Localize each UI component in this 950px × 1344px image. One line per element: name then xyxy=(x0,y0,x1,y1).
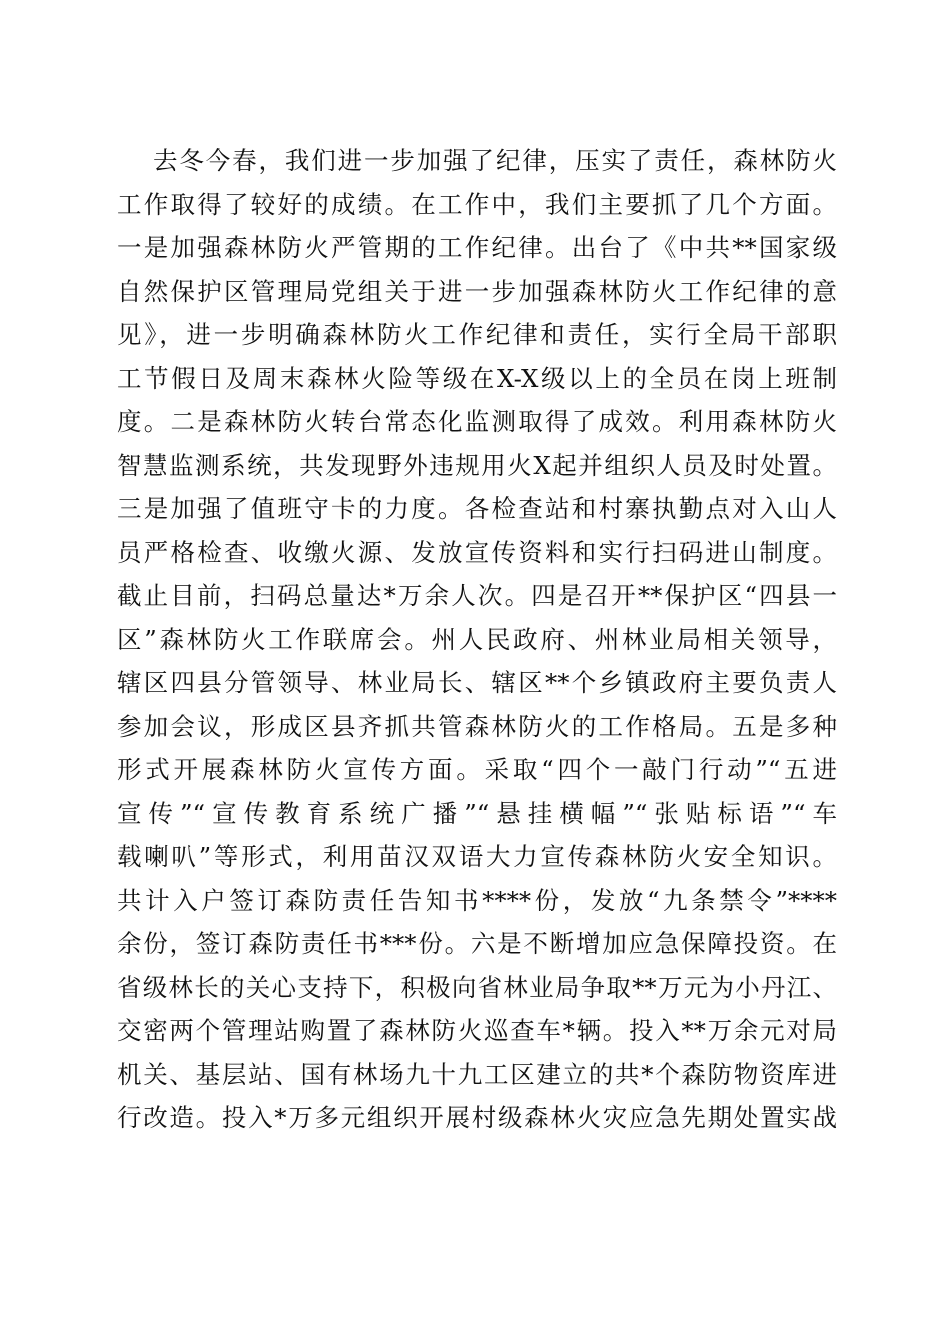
text-line: 辖区四县分管领导、林业局长、辖区**个乡镇政府主要负责人 xyxy=(117,668,837,697)
text-line: 截止目前，扫码总量达*万余人次。四是召开**保护区“四县一 xyxy=(117,581,837,610)
text-line: 工作取得了较好的成绩。在工作中，我们主要抓了几个方面。 xyxy=(117,189,837,219)
body-paragraph xyxy=(117,139,837,1140)
text-line: 智慧监测系统，共发现野外违规用火X起并组织人员及时处置。 xyxy=(117,450,837,480)
text-line: 机关、基层站、国有林场九十九工区建立的共*个森防物资库进 xyxy=(117,1059,837,1089)
text-line: 形式开展森林防火宣传方面。采取“四个一敲门行动”“五进 xyxy=(117,755,837,784)
text-line: 载喇叭”等形式，利用苗汉双语大力宣传森林防火安全知识。 xyxy=(117,842,837,871)
text-line: 度。二是森林防火转台常态化监测取得了成效。利用森林防火 xyxy=(117,407,837,436)
text-line: 员严格检查、收缴火源、发放宣传资料和实行扫码进山制度。 xyxy=(117,537,837,567)
text-line: 工节假日及周末森林火险等级在X-X级以上的全员在岗上班制 xyxy=(117,363,837,393)
text-line: 去冬今春，我们进一步加强了纪律，压实了责任，森林防火 xyxy=(153,146,837,175)
text-line: 余份，签订森防责任书***份。六是不断增加应急保障投资。在 xyxy=(117,929,837,958)
text-line: 省级林长的关心支持下，积极向省林业局争取**万元为小丹江、 xyxy=(117,972,837,1002)
text-line: 一是加强森林防火严管期的工作纪律。出台了《中共**国家级 xyxy=(117,233,837,262)
text-line: 区”森林防火工作联席会。州人民政府、州林业局相关领导， xyxy=(117,624,837,654)
text-line: 自然保护区管理局党组关于进一步加强森林防火工作纪律的意 xyxy=(117,276,837,306)
text-line: 见》，进一步明确森林防火工作纪律和责任，实行全局干部职 xyxy=(117,320,837,349)
text-line: 交密两个管理站购置了森林防火巡查车*辆。投入**万余元对局 xyxy=(117,1016,837,1045)
text-line: 宣传”“宣传教育系统广播”“悬挂横幅”“张贴标语”“车 xyxy=(117,798,837,828)
text-line: 三是加强了值班守卡的力度。各检查站和村寨执勤点对入山人 xyxy=(117,494,837,523)
text-line: 共计入户签订森防责任告知书****份，发放“九条禁令”**** xyxy=(117,885,837,915)
text-line: 行改造。投入*万多元组织开展村级森林火灾应急先期处置实战 xyxy=(117,1103,837,1132)
text-line: 参加会议，形成区县齐抓共管森林防火的工作格局。五是多种 xyxy=(117,711,837,741)
